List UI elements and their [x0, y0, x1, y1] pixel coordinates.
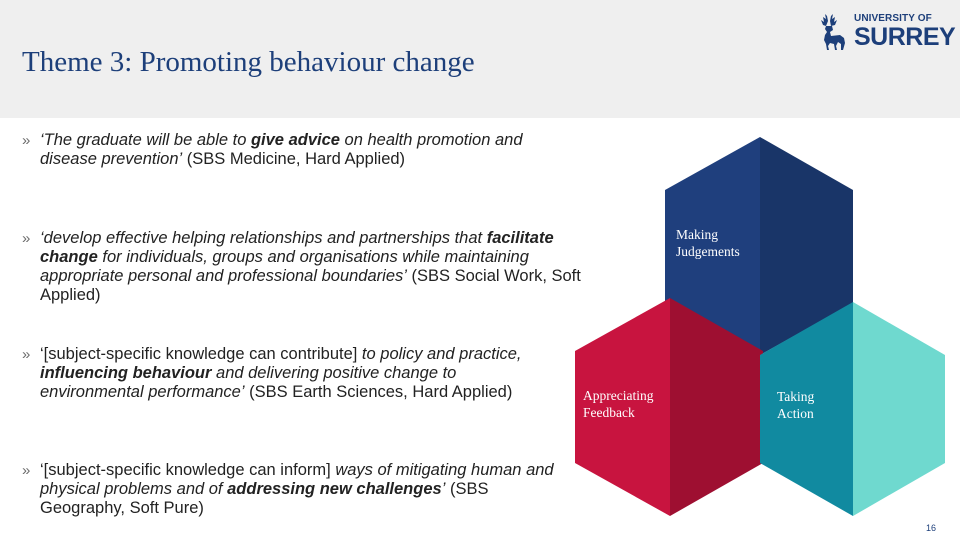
body-text: (SBS Earth Sciences, Hard Applied)	[244, 383, 513, 401]
bullet-item-2	[22, 229, 592, 305]
body-text: and delivering positive change to environmental performance’	[40, 364, 457, 401]
university-logo	[816, 12, 956, 52]
bullet-item-1	[22, 131, 527, 169]
slide-title: Theme 3: Promoting behaviour change	[22, 46, 475, 78]
hex-appreciating-left	[575, 298, 670, 516]
bullet-text	[22, 131, 527, 169]
emphasis-text: give advice	[250, 131, 340, 149]
bullet-marker: »	[22, 462, 31, 479]
hex-taking-right	[853, 302, 945, 516]
hex-label-taking-action: Taking Action	[777, 389, 815, 421]
stag-icon	[816, 12, 850, 52]
bullet-marker: »	[22, 230, 31, 247]
body-text: to policy and practice,	[361, 345, 522, 363]
bullet-marker: »	[22, 346, 31, 363]
body-text: ways of mitigating human and physical problems and of	[40, 461, 554, 498]
bullet-text	[22, 461, 567, 518]
logo-line-1: UNIVERSITY OF	[854, 13, 932, 24]
body-text: for individuals, groups and organisations while maintaining appropriate personal and professional boundaries’	[40, 248, 529, 285]
body-text: (SBS Medicine, Hard Applied)	[182, 150, 406, 168]
bullet-marker: »	[22, 132, 31, 149]
emphasis-text: facilitate change	[40, 229, 554, 266]
hex-label-appreciating-feedback: Appreciating Feedback	[583, 388, 654, 420]
body-text: (SBS Social Work, Soft Applied)	[40, 267, 581, 304]
body-text: on health promotion and disease prevention’	[40, 131, 523, 168]
body-text: (SBS Geography, Soft Pure)	[40, 480, 489, 517]
logo-line-2: SURREY	[854, 23, 956, 51]
emphasis-text: addressing new challenges	[227, 480, 442, 498]
hex-label-making-judgements: Making Judgements	[676, 227, 740, 259]
title-bar	[0, 0, 960, 118]
body-text: ‘develop effective helping relationships and partnerships that	[40, 229, 487, 247]
emphasis-text: influencing behaviour	[40, 364, 212, 382]
bullet-item-3	[22, 345, 552, 402]
bullet-text	[22, 229, 592, 305]
body-text: ‘The graduate will be able to	[40, 131, 251, 149]
bullet-item-4	[22, 461, 567, 518]
page-number: 16	[926, 523, 937, 533]
body-text: ‘[subject-specific knowledge can contribute]	[40, 345, 362, 363]
body-text: ’	[441, 480, 446, 498]
bullet-text	[22, 345, 552, 402]
body-text: ‘[subject-specific knowledge can inform]	[40, 461, 336, 479]
